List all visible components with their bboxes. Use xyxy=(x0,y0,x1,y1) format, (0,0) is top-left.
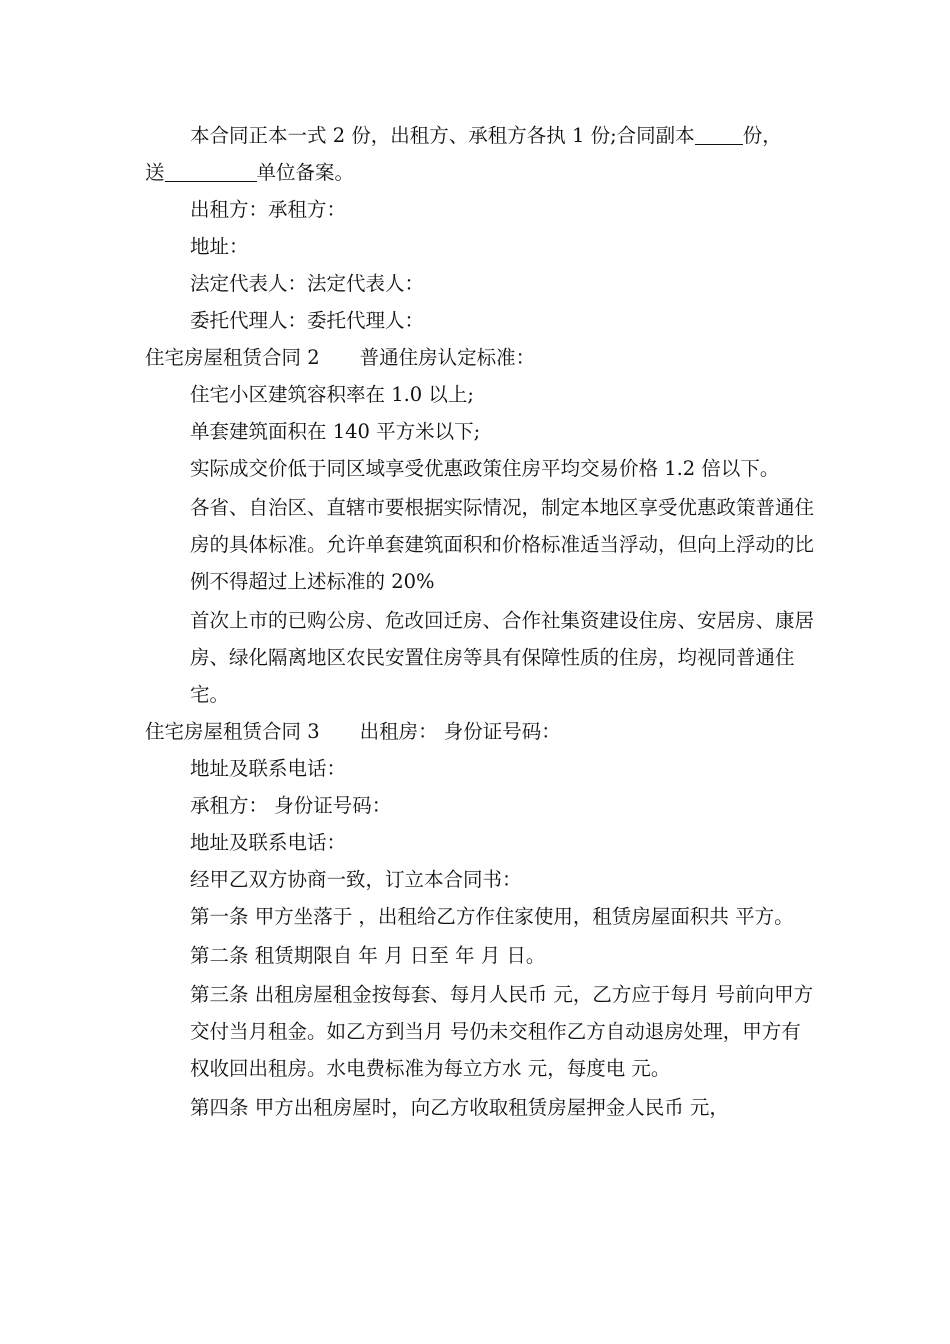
filing-blank xyxy=(165,162,257,183)
article-3: 第三条 出租房屋租金按每套、每月人民币 元，乙方应于每月 号前向甲方交付当月租金。如乙方到当月 号仍未交租作乙方自动退房处理，甲方有权收回出租房。水电费标准为每立方水 元，每度电 元。 xyxy=(190,983,814,1080)
filing-text-b: 单位备案。 xyxy=(256,161,355,184)
standard-2: 单套建筑面积在 140 平方米以下; xyxy=(190,420,481,443)
section-subtitle-2: 普通住房认定标准： xyxy=(359,346,536,369)
standard-5: 首次上市的已购公房、危改回迁房、合作社集资建设住房、安居房、康居房、绿化隔离地区农民安置住房等具有保障性质的住房，均视同普通住宅。 xyxy=(190,609,815,706)
copies-text-a: 本合同正本一式 2 份，出租方、承租方各执 1 份;合同副本 xyxy=(190,124,695,147)
agreement-line: 经甲乙双方协商一致，订立本合同书： xyxy=(190,868,522,891)
lessor-contact-line: 地址及联系电话： xyxy=(190,757,347,780)
filing-line xyxy=(145,154,815,191)
section-heading-3 xyxy=(145,713,815,750)
legal-rep-line: 法定代表人：法定代表人： xyxy=(190,272,425,295)
copies-text-b: 份， xyxy=(742,124,782,147)
copies-blank xyxy=(695,125,743,146)
article-2: 第二条 租赁期限自 年 月 日至 年 月 日。 xyxy=(190,944,546,967)
address-line: 地址： xyxy=(190,235,249,258)
filing-text-a: 送 xyxy=(145,161,165,184)
article-4: 第四条 甲方出租房屋时，向乙方收取租赁房屋押金人民币 元， xyxy=(190,1096,729,1119)
lessee-id-line: 承租方： 身份证号码： xyxy=(190,794,392,817)
standard-3: 实际成交价低于同区域享受优惠政策住房平均交易价格 1.2 倍以下。 xyxy=(190,457,780,480)
article-1: 第一条 甲方坐落于 ，出租给乙方作住家使用，租赁房屋面积共 平方。 xyxy=(190,905,794,928)
section-heading-2 xyxy=(145,339,815,376)
standard-4: 各省、自治区、直辖市要根据实际情况，制定本地区享受优惠政策普通住房的具体标准。允许单套建筑面积和价格标准适当浮动，但向上浮动的比例不得超过上述标准的 20% xyxy=(190,496,815,593)
section-subtitle-3: 出租房： 身份证号码： xyxy=(359,720,561,743)
standard-1: 住宅小区建筑容积率在 1.0 以上; xyxy=(190,383,474,406)
copies-paragraph xyxy=(145,117,815,154)
parties-line: 出租方：承租方： xyxy=(190,198,347,221)
document-body xyxy=(145,117,815,1126)
section-title-3: 住宅房屋租赁合同 3 xyxy=(145,720,320,743)
lessee-contact-line: 地址及联系电话： xyxy=(190,831,347,854)
agent-line: 委托代理人：委托代理人： xyxy=(190,309,425,332)
section-title-2: 住宅房屋租赁合同 2 xyxy=(145,346,320,369)
